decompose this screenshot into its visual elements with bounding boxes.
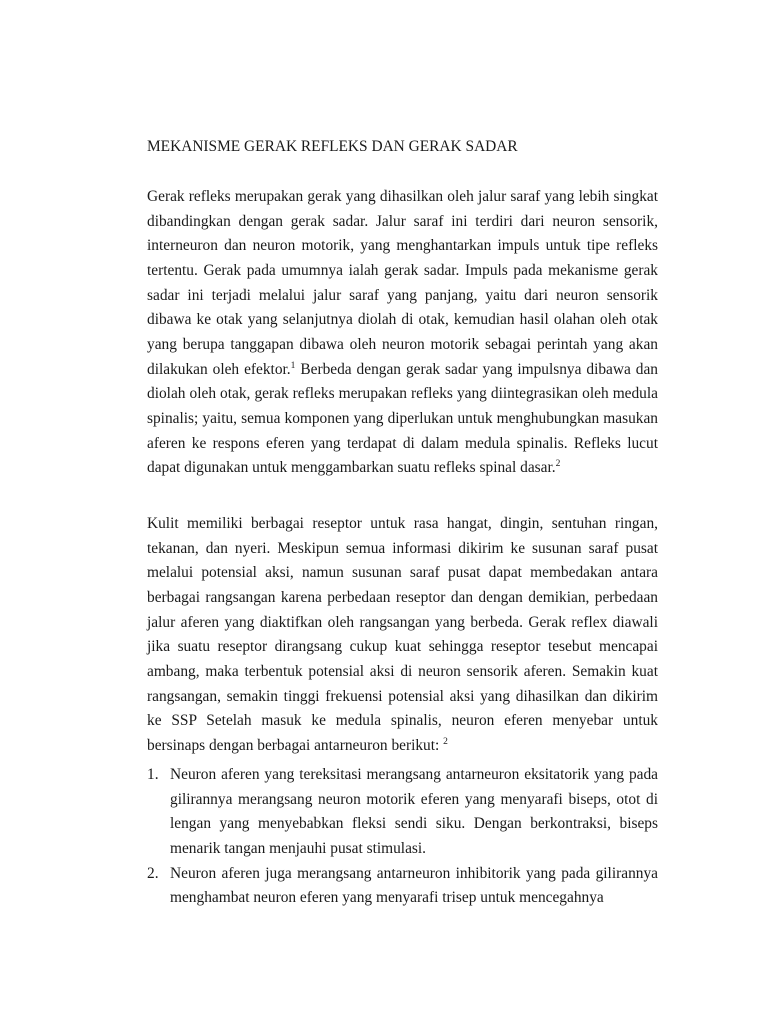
citation-ref: 2 [443,736,448,747]
paragraph-text: Gerak refleks merupakan gerak yang dihasilkan oleh jalur saraf yang lebih singkat dibandingkan dengan gerak sadar. Jalur saraf ini terdiri dari neuron sensorik, interneuron dan neuron motorik, yang menghantarkan impuls untuk tipe refleks tertentu. Gerak pada umumnya ialah gerak sadar. Impuls pada mekanisme gerak sadar ini terjadi melalui jalur saraf yang panjang, yaitu dari neuron sensorik dibawa ke otak yang selanjutnya diolah di otak, kemudian hasil olahan oleh otak yang berupa tanggapan dibawa oleh neuron motorik sebagai perintah yang akan dilakukan oleh efektor. [147,188,658,378]
list-number: 2. [147,864,159,882]
citation-ref: 2 [555,459,561,470]
list-item-text: Neuron aferen juga merangsang antarneuron inhibitorik yang pada gilirannya menghambat neuron eferen yang menyarafi trisep untuk mencegahnya [170,864,658,907]
paragraph-text: Berbeda dengan gerak sadar yang impulsnya dibawa dan diolah oleh otak, gerak refleks merupakan refleks yang diintegrasikan oleh medula spinalis; yaitu, semua komponen yang diperlukan untuk menghubungkan masukan aferen ke respons eferen yang terdapat di dalam medula spinalis. Refleks lucut dapat digunakan untuk menggambarkan suatu refleks spinal dasar. [147,360,659,477]
paragraph-skin-receptors [147,512,658,759]
list-item [147,862,658,911]
paragraph-reflex-vs-conscious [147,185,658,481]
numbered-list [147,763,658,911]
list-number: 1. [147,766,159,783]
paragraph-text: Kulit memiliki berbagai reseptor untuk rasa hangat, dingin, sentuhan ringan, tekanan, dan nyeri. Meskipun semua informasi dikirim ke susunan saraf pusat melalui potensial aksi, namun susunan saraf pusat dapat membedakan antara berbagai rangsangan karena perbedaan reseptor dan dengan demikian, perbedaan jalur aferen yang diaktifkan oleh rangsangan yang berbeda. Gerak reflex diawali jika suatu reseptor dirangsang cukup kuat sehingga reseptor tesebut mencapai ambang, maka terbentuk potensial aksi di neuron sensorik aferen. Semakin kuat rangsangan, semakin tinggi frekuensi potensial aksi yang dihasilkan dan dikirim ke SSP Setelah masuk ke medula spinalis, neuron eferen menyebar untuk bersinaps dengan berbagai antarneuron berikut: [147,515,658,754]
list-item-text: Neuron aferen yang tereksitasi merangsang antarneuron eksitatorik yang pada gilirannya merangsang neuron motorik eferen yang menyarafi biseps, otot di lengan yang menyebabkan fleksi sendi siku. Dengan berkontraksi, biseps menarik tangan menjauhi pusat stimulasi. [170,766,658,857]
list-item [147,763,658,862]
citation-ref: 1 [290,360,296,371]
document-title: MEKANISME GERAK REFLEKS DAN GERAK SADAR [147,138,518,155]
